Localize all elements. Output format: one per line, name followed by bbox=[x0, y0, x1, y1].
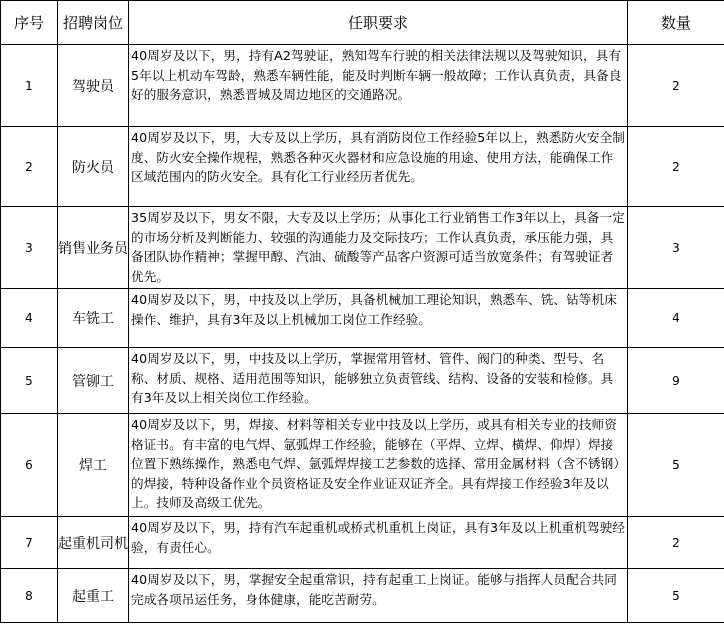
row-count: 2 bbox=[628, 517, 724, 569]
row-position: 销售业务员 bbox=[58, 207, 129, 289]
row-count: 3 bbox=[628, 207, 724, 289]
table-row bbox=[1, 45, 724, 127]
row-count: 4 bbox=[628, 289, 724, 348]
row-count: 9 bbox=[628, 348, 724, 414]
row-position: 防火员 bbox=[58, 127, 129, 207]
row-count: 5 bbox=[628, 414, 724, 517]
table-header-row bbox=[1, 1, 724, 45]
table-row bbox=[1, 414, 724, 517]
row-position: 管铆工 bbox=[58, 348, 129, 414]
table-row bbox=[1, 348, 724, 414]
header-requirements: 任职要求 bbox=[129, 1, 628, 45]
table-row bbox=[1, 127, 724, 207]
row-count: 5 bbox=[628, 569, 724, 623]
row-requirements: 40周岁及以下，男，持有汽车起重机或桥式机重机上岗证，具有3年及以上机重机驾驶经验，有责任心。 bbox=[129, 517, 628, 569]
row-num: 4 bbox=[1, 289, 58, 348]
row-requirements: 40周岁及以下，男，掌握安全起重常识，持有起重工上岗证。能够与指挥人员配合共同完成各项吊运任务，身体健康，能吃苦耐劳。 bbox=[129, 569, 628, 623]
header-position: 招聘岗位 bbox=[58, 1, 129, 45]
row-requirements: 40周岁及以下，男，中技及以上学历，掌握常用管材、管件、阀门的种类、型号、名称、材质、规格、适用范围等知识，能够独立负责管线、结构、设备的安装和检修。具有3年及以上相关岗位工作经验。 bbox=[129, 348, 628, 414]
row-requirements: 40周岁及以下，男，中技及以上学历，具备机械加工理论知识，熟悉车、铣、钻等机床操作、维护，具有3年及以上机械加工岗位工作经验。 bbox=[129, 289, 628, 348]
header-count: 数量 bbox=[628, 1, 724, 45]
row-num: 7 bbox=[1, 517, 58, 569]
row-num: 2 bbox=[1, 127, 58, 207]
row-requirements: 40周岁及以下，男，大专及以上学历，具有消防岗位工作经验5年以上，熟悉防火安全制度、防火安全操作规程，熟悉各种灭火器材和应急设施的用途、使用方法，能确保工作区域范围内的防火安全。具有化工行业经历者优先。 bbox=[129, 127, 628, 207]
table-row bbox=[1, 289, 724, 348]
row-num: 8 bbox=[1, 569, 58, 623]
row-count: 2 bbox=[628, 45, 724, 127]
row-requirements: 40周岁及以下，男，焊接、材料等相关专业中技及以上学历，或具有相关专业的技师资格证书。有丰富的电气焊、氩弧焊工作经验，能够在（平焊、立焊、横焊、仰焊）焊接位置下熟练操作，熟悉电气焊、氩弧焊焊接工艺参数的选择、常用金属材料（含不锈钢）的焊接，特种设备作业个员资格证及安全作业证双证齐全。具有焊接工作经验3年及以上。技师及高级工优先。 bbox=[129, 414, 628, 517]
row-position: 起重工 bbox=[58, 569, 129, 623]
table-row bbox=[1, 517, 724, 569]
row-position: 车铣工 bbox=[58, 289, 129, 348]
row-num: 6 bbox=[1, 414, 58, 517]
row-num: 1 bbox=[1, 45, 58, 127]
row-requirements: 40周岁及以下，男，持有A2驾驶证，熟知驾车行驶的相关法律法规以及驾驶知识，具有5年以上机动车驾龄，熟悉车辆性能，能及时判断车辆一般故障；工作认真负责，具备良好的服务意识，熟悉晋城及周边地区的交通路况。 bbox=[129, 45, 628, 127]
table-row bbox=[1, 569, 724, 623]
row-position: 起重机司机 bbox=[58, 517, 129, 569]
row-count: 2 bbox=[628, 127, 724, 207]
row-num: 3 bbox=[1, 207, 58, 289]
row-requirements: 35周岁及以下，男女不限，大专及以上学历；从事化工行业销售工作3年以上，具备一定的市场分析及判断能力、较强的沟通能力及交际技巧；工作认真负责，承压能力强，具备团队协作精神；掌握甲醇、汽油、硫酸等产品客户资源可适当放宽条件；有驾驶证者优先。 bbox=[129, 207, 628, 289]
row-num: 5 bbox=[1, 348, 58, 414]
header-num: 序号 bbox=[1, 1, 58, 45]
row-position: 驾驶员 bbox=[58, 45, 129, 127]
row-position: 焊工 bbox=[58, 414, 129, 517]
table-row bbox=[1, 207, 724, 289]
